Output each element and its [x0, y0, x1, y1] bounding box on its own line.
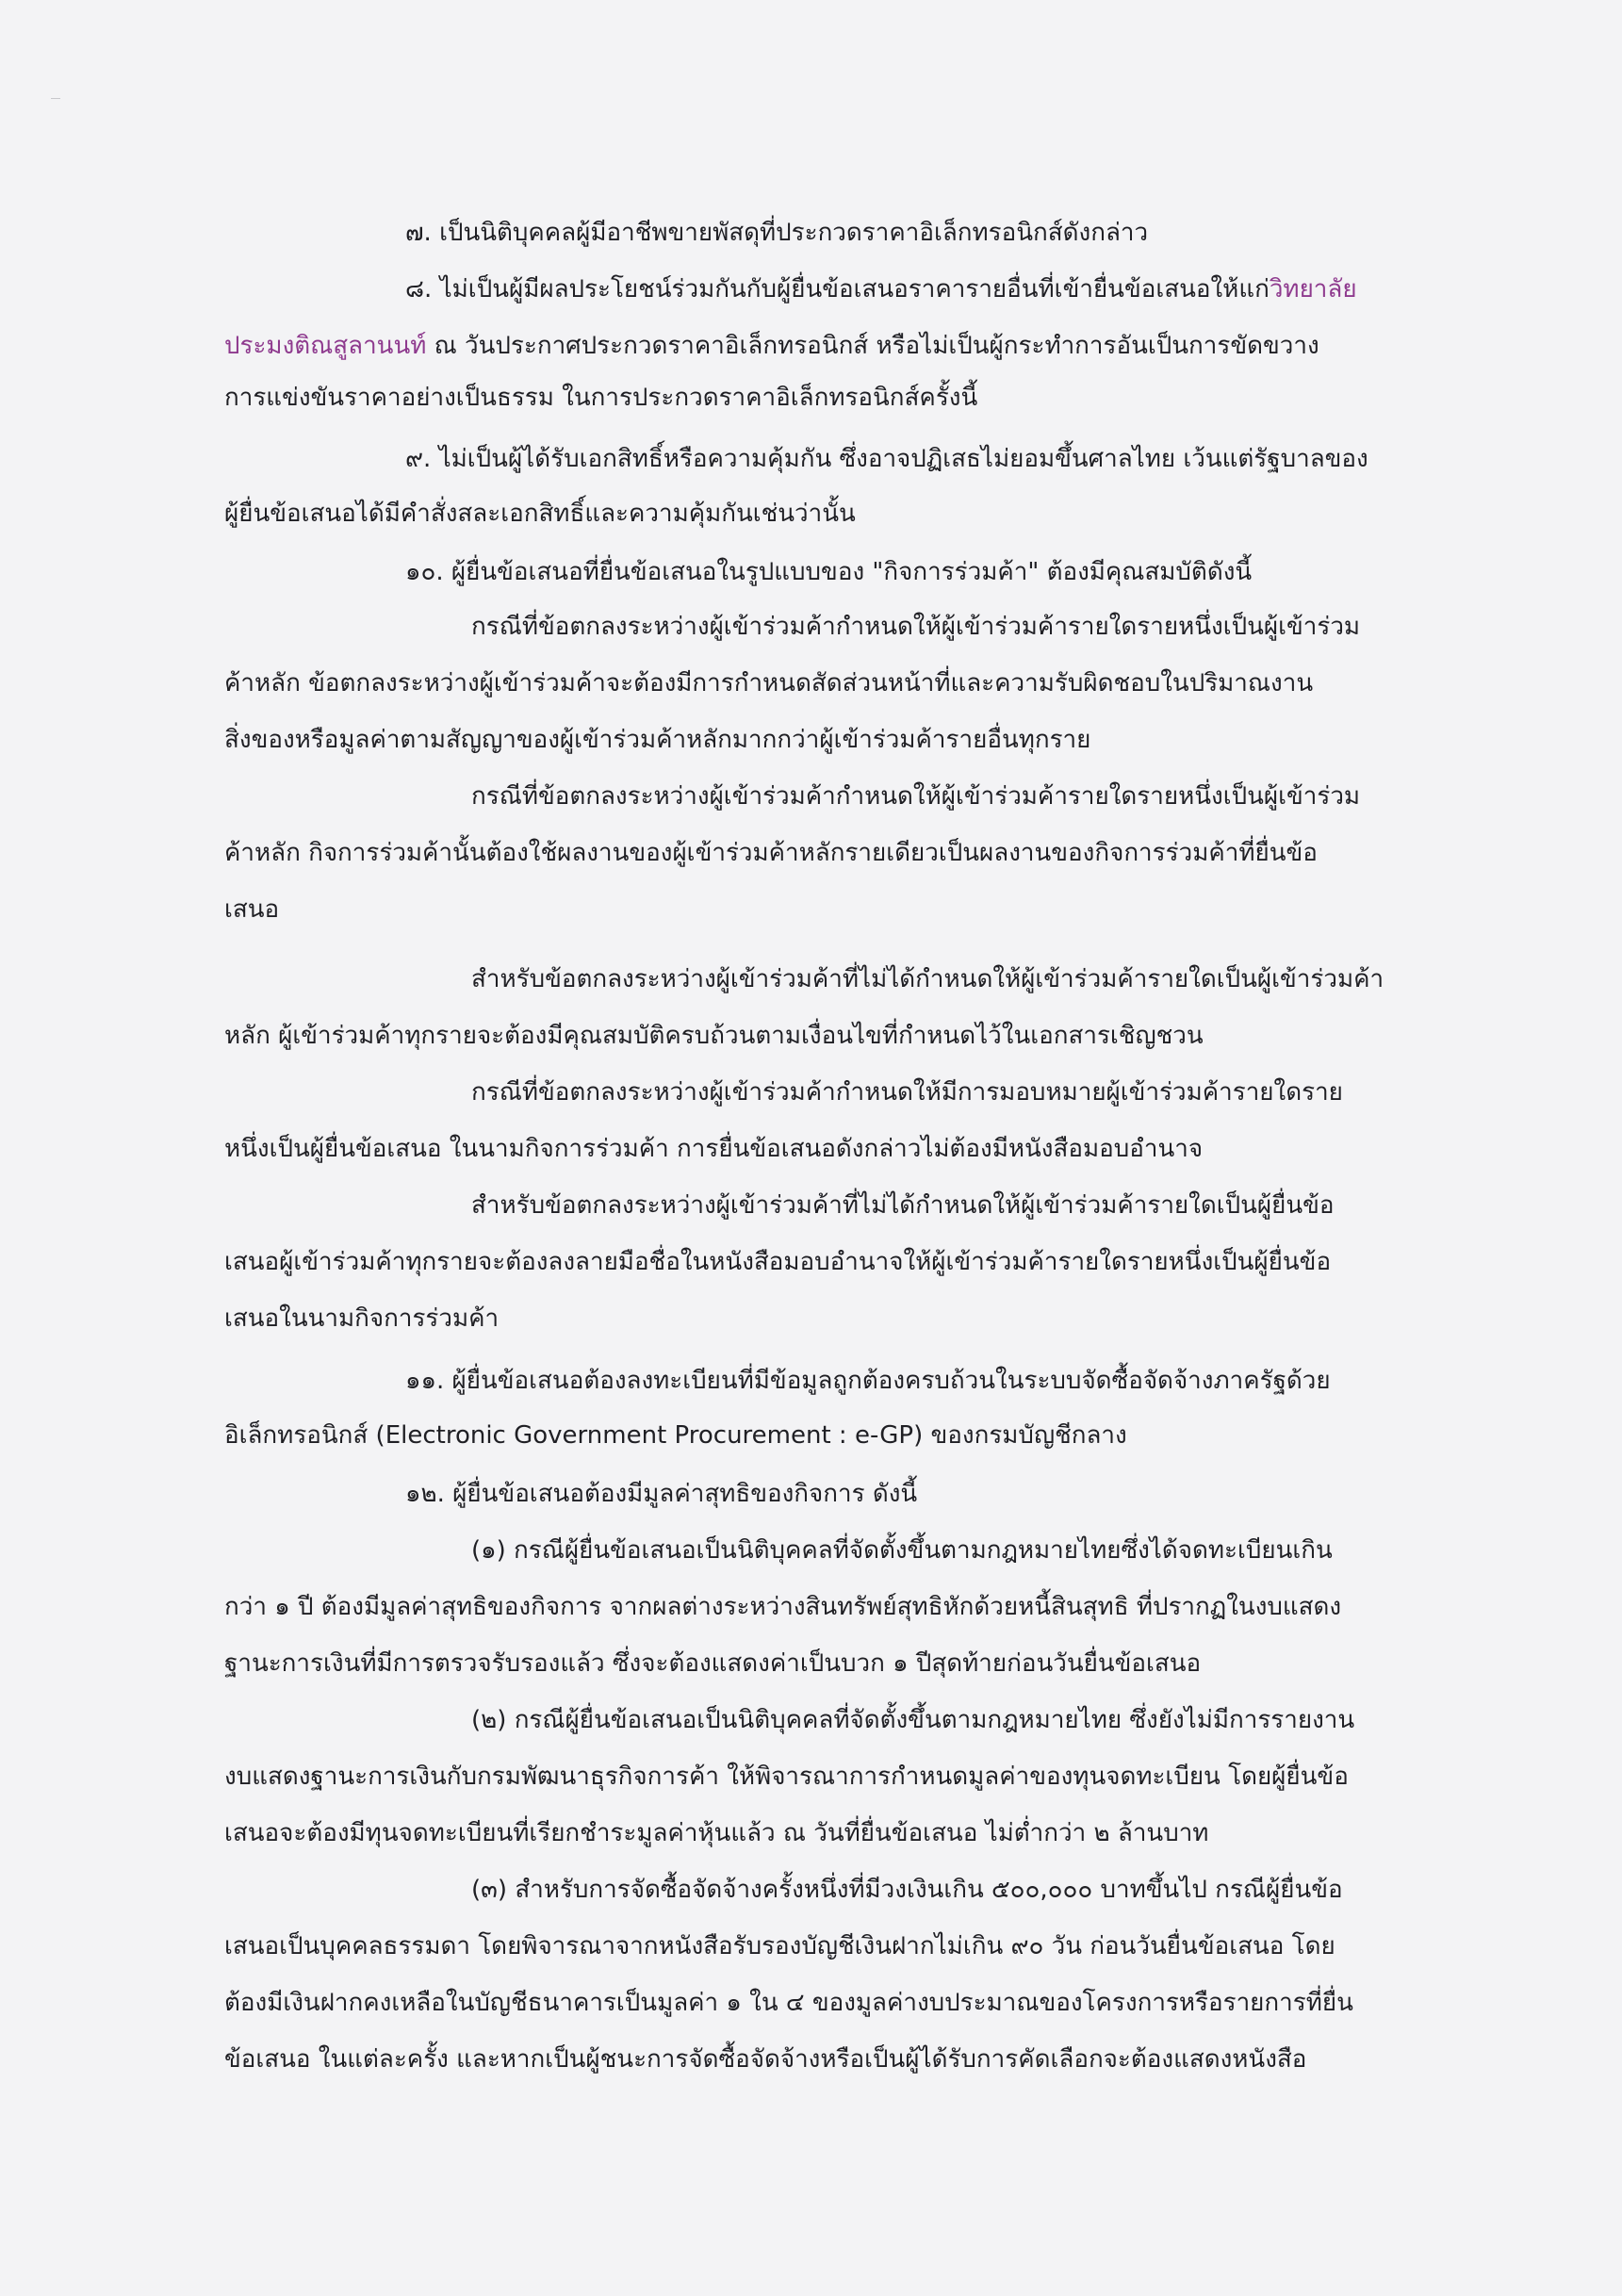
clause-9-line-2: ผู้ยื่นข้อเสนอได้มีคำสั่งสละเอกสิทธิ์และความคุ้มกันเช่นว่านั้น [224, 500, 856, 528]
clause-10-p5-line-1: สำหรับข้อตกลงระหว่างผู้เข้าร่วมค้าที่ไม่ได้กำหนดให้ผู้เข้าร่วมค้ารายใดเป็นผู้ยื่นข้อ [471, 1191, 1335, 1220]
clause-12-2-line-2: งบแสดงฐานะการเงินกับกรมพัฒนาธุรกิจการค้า ให้พิจารณาการกำหนดมูลค่าของทุนจดทะเบียน โดยผู้ยื่นข้อ [224, 1763, 1349, 1791]
clause-10-p5-line-2: เสนอผู้เข้าร่วมค้าทุกรายจะต้องลงลายมือชื่อในหนังสือมอบอำนาจให้ผู้เข้าร่วมค้ารายใดรายหนึ่งเป็นผู้ยื่นข้อ [224, 1248, 1332, 1276]
clause-12-1-line-1: (๑) กรณีผู้ยื่นข้อเสนอเป็นนิติบุคคลที่จัดตั้งขึ้นตามกฎหมายไทยซึ่งได้จดทะเบียนเกิน [471, 1536, 1333, 1565]
clause-8-line-3: การแข่งขันราคาอย่างเป็นธรรม ในการประกวดราคาอิเล็กทรอนิกส์ครั้งนี้ [224, 384, 978, 412]
scan-mark [51, 98, 60, 99]
clause-11-line-1: ๑๑. ผู้ยื่นข้อเสนอต้องลงทะเบียนที่มีข้อมูลถูกต้องครบถ้วนในระบบจัดซื้อจัดจ้างภาครัฐด้วย [405, 1367, 1331, 1395]
clause-10-p1-line-1: กรณีที่ข้อตกลงระหว่างผู้เข้าร่วมค้ากำหนดให้ผู้เข้าร่วมค้ารายใดรายหนึ่งเป็นผู้เข้าร่วม [471, 613, 1361, 641]
clause-12-3-line-2: เสนอเป็นบุคคลธรรมดา โดยพิจารณาจากหนังสือรับรองบัญชีเงินฝากไม่เกิน ๙๐ วัน ก่อนวันยื่นข้อเสนอ โดย [224, 1932, 1335, 1960]
college-name-part-2: ประมงติณสูลานนท์ [224, 332, 427, 360]
clause-10-p4-line-2: หนึ่งเป็นผู้ยื่นข้อเสนอ ในนามกิจการร่วมค้า การยื่นข้อเสนอดังกล่าวไม่ต้องมีหนังสือมอบอำนาจ [224, 1135, 1204, 1163]
college-name-part-1: วิทยาลัย [1269, 275, 1357, 303]
clause-11-line-2: อิเล็กทรอนิกส์ (Electronic Government Procurement : e-GP) ของกรมบัญชีกลาง [224, 1421, 1127, 1450]
clause-9-line-1: ๙. ไม่เป็นผู้ได้รับเอกสิทธิ์หรือความคุ้มกัน ซึ่งอาจปฏิเสธไม่ยอมขึ้นศาลไทย เว้นแต่รัฐบาลของ [405, 445, 1368, 473]
clause-8-line-2 [224, 330, 1319, 362]
clause-8-text: ๘. ไม่เป็นผู้มีผลประโยชน์ร่วมกันกับผู้ยื่นข้อเสนอราคารายอื่นที่เข้ายื่นข้อเสนอให้แก่ [405, 275, 1270, 303]
clause-12-1-line-2: กว่า ๑ ปี ต้องมีมูลค่าสุทธิของกิจการ จากผลต่างระหว่างสินทรัพย์สุทธิหักด้วยหนี้สินสุทธิ ที่ปรากฏในงบแสดง [224, 1593, 1342, 1621]
clause-10-p2-line-3: เสนอ [224, 895, 280, 924]
clause-12-1-line-3: ฐานะการเงินที่มีการตรวจรับรองแล้ว ซึ่งจะต้องแสดงค่าเป็นบวก ๑ ปีสุดท้ายก่อนวันยื่นข้อเสนอ [224, 1649, 1202, 1678]
clause-12-3-line-1: (๓) สำหรับการจัดซื้อจัดจ้างครั้งหนึ่งที่มีวงเงินเกิน ๕๐๐,๐๐๐ บาทขึ้นไป กรณีผู้ยื่นข้อ [471, 1876, 1343, 1904]
clause-12-heading: ๑๒. ผู้ยื่นข้อเสนอต้องมีมูลค่าสุทธิของกิจการ ดังนี้ [405, 1480, 918, 1508]
clause-10-p1-line-3: สิ่งของหรือมูลค่าตามสัญญาของผู้เข้าร่วมค้าหลักมากกว่าผู้เข้าร่วมค้ารายอื่นทุกราย [224, 726, 1091, 754]
clause-10-p2-line-2: ค้าหลัก กิจการร่วมค้านั้นต้องใช้ผลงานของผู้เข้าร่วมค้าหลักรายเดียวเป็นผลงานของกิจการร่วมค้าที่ยื่นข้อ [224, 839, 1318, 867]
clause-10-p4-line-1: กรณีที่ข้อตกลงระหว่างผู้เข้าร่วมค้ากำหนดให้มีการมอบหมายผู้เข้าร่วมค้ารายใดราย [471, 1078, 1343, 1107]
clause-10-heading: ๑๐. ผู้ยื่นข้อเสนอที่ยื่นข้อเสนอในรูปแบบของ "กิจการร่วมค้า" ต้องมีคุณสมบัติดังนี้ [405, 558, 1253, 586]
clause-10-p2-line-1: กรณีที่ข้อตกลงระหว่างผู้เข้าร่วมค้ากำหนดให้ผู้เข้าร่วมค้ารายใดรายหนึ่งเป็นผู้เข้าร่วม [471, 782, 1361, 811]
clause-8-cont: ณ วันประกาศประกวดราคาอิเล็กทรอนิกส์ หรือไม่เป็นผู้กระทำการอันเป็นการขัดขวาง [426, 332, 1319, 360]
clause-7: ๗. เป็นนิติบุคคลผู้มีอาชีพขายพัสดุที่ประกวดราคาอิเล็กทรอนิกส์ดังกล่าว [405, 219, 1149, 247]
clause-12-3-line-3: ต้องมีเงินฝากคงเหลือในบัญชีธนาคารเป็นมูลค่า ๑ ใน ๔ ของมูลค่างบประมาณของโครงการหรือรายการที่ยื่น [224, 1989, 1353, 2017]
clause-8-line-1 [405, 273, 1357, 305]
clause-12-2-line-1: (๒) กรณีผู้ยื่นข้อเสนอเป็นนิติบุคคลที่จัดตั้งขึ้นตามกฎหมายไทย ซึ่งยังไม่มีการรายงาน [471, 1706, 1355, 1734]
clause-10-p3-line-2: หลัก ผู้เข้าร่วมค้าทุกรายจะต้องมีคุณสมบัติครบถ้วนตามเงื่อนไขที่กำหนดไว้ในเอกสารเชิญชวน [224, 1022, 1204, 1050]
clause-10-p1-line-2: ค้าหลัก ข้อตกลงระหว่างผู้เข้าร่วมค้าจะต้องมีการกำหนดสัดส่วนหน้าที่และความรับผิดชอบในปริมาณงาน [224, 669, 1314, 697]
clause-12-2-line-3: เสนอจะต้องมีทุนจดทะเบียนที่เรียกชำระมูลค่าหุ้นแล้ว ณ วันที่ยื่นข้อเสนอ ไม่ต่ำกว่า ๒ ล้านบาท [224, 1819, 1209, 1847]
clause-12-3-line-4: ข้อเสนอ ในแต่ละครั้ง และหากเป็นผู้ชนะการจัดซื้อจัดจ้างหรือเป็นผู้ได้รับการคัดเลือกจะต้องแสดงหนังสือ [224, 2045, 1307, 2074]
clause-10-p3-line-1: สำหรับข้อตกลงระหว่างผู้เข้าร่วมค้าที่ไม่ได้กำหนดให้ผู้เข้าร่วมค้ารายใดเป็นผู้เข้าร่วมค้า [471, 965, 1384, 993]
clause-10-p5-line-3: เสนอในนามกิจการร่วมค้า [224, 1304, 500, 1333]
